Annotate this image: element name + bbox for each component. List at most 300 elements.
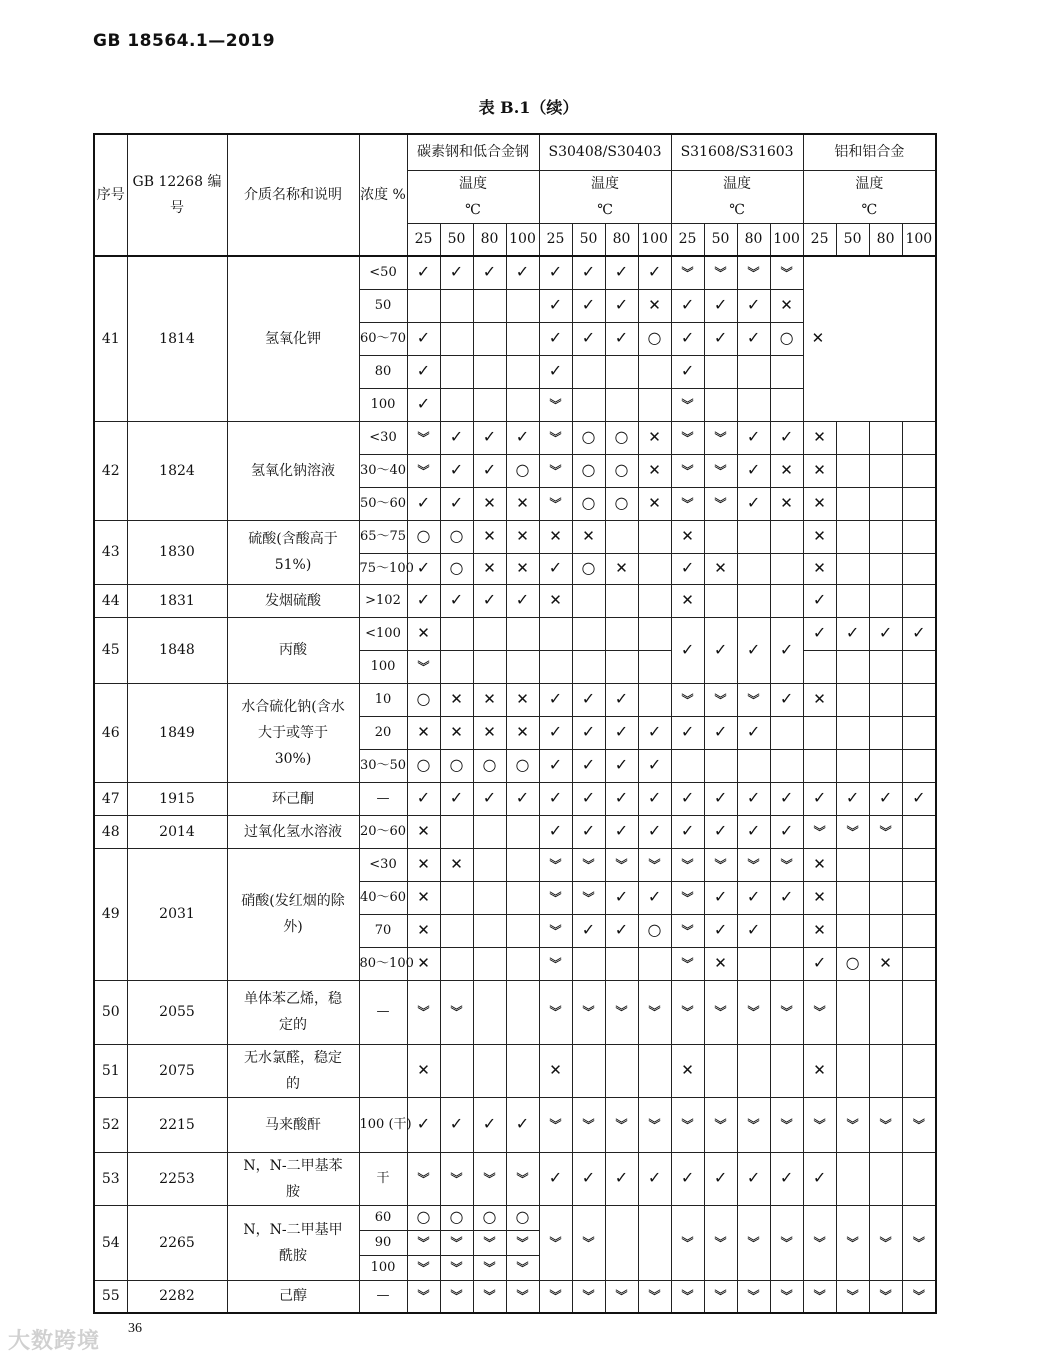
- empty-cell: [506, 914, 539, 947]
- double-chevron-mark: [770, 256, 803, 289]
- row-medium-name: N，N-二甲基苯胺: [227, 1152, 359, 1205]
- cross-mark: [770, 487, 803, 520]
- double-chevron-mark: [539, 388, 572, 421]
- empty-cell: [836, 716, 869, 749]
- empty-cell: [473, 322, 506, 355]
- empty-cell: [440, 355, 473, 388]
- cross-mark-icon: ✕: [516, 494, 529, 512]
- double-chevron-mark: [638, 848, 671, 881]
- double-chevron-mark-icon: ︾: [549, 956, 562, 971]
- double-chevron-mark-icon: ︾: [747, 265, 760, 280]
- cross-mark-icon: ✕: [450, 855, 463, 873]
- double-chevron-mark: [869, 1205, 902, 1280]
- empty-cell: [836, 914, 869, 947]
- double-chevron-mark-icon: ︾: [681, 265, 694, 280]
- double-chevron-mark-icon: ︾: [747, 692, 760, 707]
- check-mark: [770, 1152, 803, 1205]
- check-mark-icon: ✓: [581, 295, 596, 314]
- empty-cell: [836, 553, 869, 584]
- empty-cell: [605, 650, 638, 683]
- check-mark-icon: ✓: [912, 623, 926, 642]
- check-mark: [737, 782, 770, 815]
- double-chevron-mark-icon: ︾: [516, 1235, 529, 1250]
- double-chevron-mark: [506, 1280, 539, 1313]
- double-chevron-mark: [770, 1097, 803, 1152]
- check-mark: [737, 881, 770, 914]
- row-medium-name: 丙酸: [227, 617, 359, 683]
- row-gb-code: 1831: [127, 584, 227, 617]
- empty-cell: [572, 617, 605, 650]
- double-chevron-mark-icon: ︾: [549, 890, 562, 905]
- cross-mark: [539, 1044, 572, 1097]
- double-chevron-mark: [638, 980, 671, 1044]
- row-medium-name: 水合硫化钠(含水大于或等于 30%): [227, 683, 359, 782]
- circle-mark: [572, 421, 605, 454]
- row-seq: 43: [94, 520, 127, 584]
- double-chevron-mark-icon: ︾: [615, 1117, 628, 1132]
- check-mark: [572, 683, 605, 716]
- empty-cell: [836, 848, 869, 881]
- double-chevron-mark-icon: ︾: [714, 1005, 727, 1019]
- check-mark-icon: ✓: [713, 1168, 728, 1187]
- check-mark-icon: ✓: [416, 328, 431, 347]
- check-mark: [737, 815, 770, 848]
- double-chevron-mark: [440, 1152, 473, 1205]
- double-chevron-mark: [737, 683, 770, 716]
- double-chevron-mark: [803, 1097, 836, 1152]
- empty-cell: [638, 617, 671, 650]
- temperature-header: [671, 170, 803, 223]
- empty-cell: [902, 1152, 936, 1205]
- cross-mark: [440, 716, 473, 749]
- table-row: [94, 1044, 936, 1097]
- table-row: [94, 980, 936, 1044]
- circle-mark-icon: ○: [779, 328, 794, 347]
- double-chevron-mark: [704, 848, 737, 881]
- empty-cell: [704, 584, 737, 617]
- double-chevron-mark-icon: ︾: [417, 1171, 430, 1186]
- double-chevron-mark: [407, 980, 440, 1044]
- cross-mark: [704, 947, 737, 980]
- check-mark-icon: ✓: [779, 1168, 794, 1187]
- double-chevron-mark-icon: ︾: [681, 1289, 694, 1304]
- cross-mark: [803, 848, 836, 881]
- check-mark: [539, 322, 572, 355]
- check-mark: [671, 553, 704, 584]
- row-concentration: 90: [359, 1230, 407, 1255]
- check-mark: [671, 617, 704, 683]
- empty-cell: [671, 749, 704, 782]
- cross-mark: [407, 617, 440, 650]
- check-mark-icon: ✓: [515, 262, 530, 282]
- check-mark-icon: ✓: [416, 1114, 431, 1133]
- cross-mark-icon: ✕: [813, 921, 826, 939]
- check-mark-icon: ✓: [647, 722, 662, 741]
- double-chevron-mark: [539, 881, 572, 914]
- empty-cell: [572, 947, 605, 980]
- cross-mark: [506, 520, 539, 553]
- cross-mark-icon: ✕: [780, 494, 793, 512]
- col-header-gb: GB 12268 编号: [127, 134, 227, 256]
- double-chevron-mark: [539, 914, 572, 947]
- empty-cell: [737, 1044, 770, 1097]
- empty-cell: [770, 355, 803, 388]
- double-chevron-mark: [572, 848, 605, 881]
- circle-mark: [440, 553, 473, 584]
- double-chevron-mark: [803, 1205, 836, 1280]
- double-chevron-mark: [704, 421, 737, 454]
- row-concentration: <100: [359, 617, 407, 650]
- check-mark-icon: ✓: [581, 821, 596, 840]
- circle-mark-icon: ○: [647, 328, 662, 347]
- double-chevron-mark: [704, 454, 737, 487]
- empty-cell: [770, 947, 803, 980]
- empty-cell: [473, 914, 506, 947]
- empty-cell: [869, 553, 902, 584]
- check-mark: [407, 256, 440, 289]
- cross-mark: [473, 553, 506, 584]
- row-seq: 50: [94, 980, 127, 1044]
- circle-mark-icon: ○: [647, 920, 662, 939]
- check-mark: [704, 322, 737, 355]
- empty-cell: [440, 947, 473, 980]
- empty-cell: [605, 355, 638, 388]
- double-chevron-mark-icon: ︾: [681, 890, 694, 905]
- row-concentration: <50: [359, 256, 407, 289]
- empty-cell: [605, 617, 638, 650]
- row-seq: 49: [94, 848, 127, 980]
- check-mark-icon: ✓: [680, 788, 695, 807]
- double-chevron-mark: [440, 1230, 473, 1255]
- check-mark: [803, 782, 836, 815]
- empty-cell: [539, 650, 572, 683]
- temperature-label: 温度: [459, 175, 487, 192]
- empty-cell: [506, 617, 539, 650]
- check-mark: [440, 584, 473, 617]
- cross-mark: [803, 520, 836, 553]
- double-chevron-mark: [902, 1205, 936, 1280]
- cross-mark: [473, 683, 506, 716]
- empty-cell: [836, 1152, 869, 1205]
- double-chevron-mark: [539, 947, 572, 980]
- check-mark: [539, 815, 572, 848]
- circle-mark-icon: ○: [449, 558, 464, 577]
- row-concentration: >102: [359, 584, 407, 617]
- row-seq: 46: [94, 683, 127, 782]
- empty-cell: [869, 487, 902, 520]
- temperature-unit: ℃: [861, 201, 878, 218]
- empty-cell: [473, 980, 506, 1044]
- double-chevron-mark-icon: ︾: [747, 1005, 760, 1019]
- check-mark: [770, 782, 803, 815]
- empty-cell: [902, 848, 936, 881]
- double-chevron-mark: [638, 1097, 671, 1152]
- circle-mark-icon: ○: [449, 1207, 464, 1226]
- circle-mark-icon: ○: [581, 427, 596, 446]
- empty-cell: [869, 848, 902, 881]
- material-header-s30408: S30408/S30403: [539, 134, 671, 170]
- empty-cell: [473, 355, 506, 388]
- check-mark-icon: ✓: [482, 460, 497, 479]
- circle-mark: [506, 749, 539, 782]
- empty-cell: [836, 1044, 869, 1097]
- empty-cell: [638, 584, 671, 617]
- empty-cell: [902, 520, 936, 553]
- row-concentration: —: [359, 1280, 407, 1313]
- check-mark-icon: ✓: [647, 1168, 662, 1187]
- check-mark-icon: ✓: [614, 821, 629, 840]
- check-mark-icon: ✓: [482, 788, 497, 807]
- double-chevron-mark-icon: ︾: [780, 857, 793, 872]
- check-mark: [473, 256, 506, 289]
- double-chevron-mark: [671, 914, 704, 947]
- empty-cell: [440, 388, 473, 421]
- cross-mark-icon: ✕: [714, 954, 727, 972]
- cross-mark: [803, 487, 836, 520]
- check-mark: [440, 782, 473, 815]
- empty-cell: [902, 487, 936, 520]
- empty-cell: [473, 848, 506, 881]
- row-concentration: 80: [359, 355, 407, 388]
- cross-mark: [539, 520, 572, 553]
- double-chevron-mark-icon: ︾: [681, 1235, 694, 1250]
- check-mark-icon: ✓: [845, 788, 860, 807]
- check-mark-icon: ✓: [680, 328, 695, 347]
- check-mark-icon: ✓: [515, 427, 530, 446]
- check-mark: [638, 716, 671, 749]
- empty-cell: [869, 914, 902, 947]
- circle-mark-icon: ○: [482, 755, 497, 774]
- check-mark-icon: ✓: [746, 722, 761, 741]
- empty-cell: [836, 487, 869, 520]
- temperature-value: 100: [638, 223, 671, 256]
- empty-cell: [770, 520, 803, 553]
- check-mark-icon: ✓: [416, 262, 431, 282]
- table-title: 表 B.1（续）: [478, 98, 579, 117]
- row-medium-name: 硝酸(发红烟的除外): [227, 848, 359, 980]
- double-chevron-mark-icon: ︾: [780, 1289, 793, 1304]
- empty-cell: [869, 749, 902, 782]
- double-chevron-mark: [803, 980, 836, 1044]
- double-chevron-mark: [572, 980, 605, 1044]
- watermark: 大数跨境: [8, 1329, 101, 1354]
- double-chevron-mark-icon: ︾: [549, 397, 562, 412]
- empty-cell: [440, 617, 473, 650]
- empty-cell: [737, 947, 770, 980]
- check-mark-icon: ✓: [548, 328, 563, 347]
- double-chevron-mark-icon: ︾: [549, 1005, 562, 1019]
- double-chevron-mark-icon: ︾: [582, 1005, 595, 1019]
- row-concentration: 干: [359, 1152, 407, 1205]
- temperature-value: 25: [407, 223, 440, 256]
- double-chevron-mark: [770, 1280, 803, 1313]
- double-chevron-mark-icon: ︾: [648, 857, 661, 872]
- double-chevron-mark: [407, 454, 440, 487]
- check-mark-icon: ✓: [416, 361, 431, 380]
- double-chevron-mark: [407, 1152, 440, 1205]
- check-mark: [605, 716, 638, 749]
- cross-mark-icon: ✕: [483, 690, 496, 708]
- cross-mark-icon: ✕: [615, 559, 628, 577]
- check-mark-icon: ✓: [581, 328, 596, 347]
- empty-cell: [605, 1205, 638, 1280]
- double-chevron-mark-icon: ︾: [417, 659, 430, 674]
- double-chevron-mark-icon: ︾: [813, 1289, 826, 1304]
- temperature-value: 80: [473, 223, 506, 256]
- check-mark: [671, 322, 704, 355]
- double-chevron-mark: [605, 980, 638, 1044]
- empty-cell: [704, 749, 737, 782]
- double-chevron-mark-icon: ︾: [813, 1117, 826, 1132]
- cross-mark-icon: ✕: [549, 591, 562, 609]
- row-gb-code: 1915: [127, 782, 227, 815]
- double-chevron-mark-icon: ︾: [879, 1117, 892, 1132]
- check-mark: [539, 553, 572, 584]
- empty-cell: [506, 355, 539, 388]
- row-concentration: <30: [359, 421, 407, 454]
- row-concentration: 100 (干): [359, 1097, 407, 1152]
- check-mark-icon: ✓: [713, 328, 728, 347]
- double-chevron-mark: [539, 454, 572, 487]
- double-chevron-mark-icon: ︾: [417, 1005, 430, 1019]
- double-chevron-mark: [671, 454, 704, 487]
- double-chevron-mark-icon: ︾: [747, 1117, 760, 1132]
- row-gb-code: 2253: [127, 1152, 227, 1205]
- double-chevron-mark-icon: ︾: [615, 1289, 628, 1304]
- check-mark: [440, 454, 473, 487]
- circle-mark-icon: ○: [845, 953, 860, 972]
- check-mark-icon: ✓: [713, 788, 728, 807]
- check-mark: [704, 716, 737, 749]
- double-chevron-mark: [473, 1152, 506, 1205]
- double-chevron-mark: [704, 1097, 737, 1152]
- check-mark-icon: ✓: [746, 295, 761, 314]
- empty-cell: [506, 947, 539, 980]
- cross-mark-icon: ✕: [648, 461, 661, 479]
- check-mark: [407, 388, 440, 421]
- check-mark-icon: ✓: [581, 689, 596, 708]
- empty-cell: [869, 683, 902, 716]
- double-chevron-mark: [737, 1280, 770, 1313]
- double-chevron-mark: [473, 1230, 506, 1255]
- row-seq: 52: [94, 1097, 127, 1152]
- cross-mark-icon: ✕: [417, 954, 430, 972]
- check-mark: [539, 782, 572, 815]
- empty-cell: [902, 584, 936, 617]
- double-chevron-mark-icon: ︾: [681, 430, 694, 445]
- check-mark-icon: ✓: [614, 920, 629, 939]
- empty-cell: [737, 520, 770, 553]
- check-mark-icon: ✓: [449, 1114, 464, 1133]
- cross-mark: [572, 520, 605, 553]
- table-row: [94, 421, 936, 454]
- circle-mark-icon: ○: [515, 460, 530, 479]
- empty-cell: [836, 650, 869, 683]
- check-mark-icon: ✓: [416, 590, 431, 609]
- cross-mark: [803, 256, 936, 421]
- double-chevron-mark-icon: ︾: [681, 956, 694, 971]
- double-chevron-mark: [671, 487, 704, 520]
- check-mark-icon: ✓: [548, 821, 563, 840]
- double-chevron-mark-icon: ︾: [681, 692, 694, 707]
- col-header-concentration: 浓度 %: [359, 134, 407, 256]
- empty-cell: [737, 749, 770, 782]
- temperature-value: 80: [737, 223, 770, 256]
- check-mark-icon: ✓: [812, 788, 827, 807]
- empty-cell: [869, 881, 902, 914]
- check-mark: [572, 782, 605, 815]
- material-header-carbon-steel: 碳素钢和低合金钢: [407, 134, 539, 170]
- empty-cell: [836, 421, 869, 454]
- cross-mark-icon: ✕: [813, 559, 826, 577]
- check-mark-icon: ✓: [912, 788, 926, 807]
- double-chevron-mark: [473, 1280, 506, 1313]
- circle-mark: [440, 520, 473, 553]
- cross-mark-icon: ✕: [417, 723, 430, 741]
- empty-cell: [473, 815, 506, 848]
- double-chevron-mark-icon: ︾: [912, 1289, 925, 1304]
- empty-cell: [737, 584, 770, 617]
- empty-cell: [902, 454, 936, 487]
- row-seq: 45: [94, 617, 127, 683]
- check-mark-icon: ✓: [449, 788, 464, 807]
- cross-mark-icon: ✕: [714, 559, 727, 577]
- row-seq: 54: [94, 1205, 127, 1280]
- row-concentration: 100: [359, 388, 407, 421]
- circle-mark-icon: ○: [482, 1207, 497, 1226]
- double-chevron-mark-icon: ︾: [615, 1005, 628, 1019]
- check-mark: [572, 1152, 605, 1205]
- check-mark: [506, 584, 539, 617]
- cross-mark-icon: ✕: [648, 428, 661, 446]
- double-chevron-mark: [638, 1280, 671, 1313]
- cross-mark-icon: ✕: [516, 690, 529, 708]
- check-mark-icon: ✓: [614, 1168, 629, 1187]
- table-row: [94, 1097, 936, 1152]
- circle-mark-icon: ○: [581, 558, 596, 577]
- circle-mark: [605, 487, 638, 520]
- circle-mark-icon: ○: [449, 755, 464, 774]
- double-chevron-mark: [605, 1280, 638, 1313]
- empty-cell: [605, 388, 638, 421]
- empty-cell: [902, 553, 936, 584]
- empty-cell: [902, 650, 936, 683]
- empty-cell: [869, 716, 902, 749]
- row-seq: 51: [94, 1044, 127, 1097]
- check-mark-icon: ✓: [647, 262, 662, 282]
- check-mark-icon: ✓: [614, 722, 629, 741]
- double-chevron-mark-icon: ︾: [615, 857, 628, 872]
- double-chevron-mark: [506, 1255, 539, 1280]
- check-mark-icon: ✓: [449, 460, 464, 479]
- double-chevron-mark: [902, 1097, 936, 1152]
- empty-cell: [473, 388, 506, 421]
- temperature-label: 温度: [855, 175, 884, 192]
- check-mark: [704, 914, 737, 947]
- empty-cell: [902, 980, 936, 1044]
- double-chevron-mark-icon: ︾: [714, 1289, 727, 1304]
- circle-mark: [770, 322, 803, 355]
- check-mark-icon: ✓: [515, 1114, 530, 1133]
- empty-cell: [407, 289, 440, 322]
- check-mark: [506, 421, 539, 454]
- double-chevron-mark: [671, 421, 704, 454]
- check-mark: [605, 683, 638, 716]
- page-number: 36: [128, 1321, 142, 1336]
- check-mark: [638, 782, 671, 815]
- row-gb-code: 2265: [127, 1205, 227, 1280]
- check-mark: [770, 421, 803, 454]
